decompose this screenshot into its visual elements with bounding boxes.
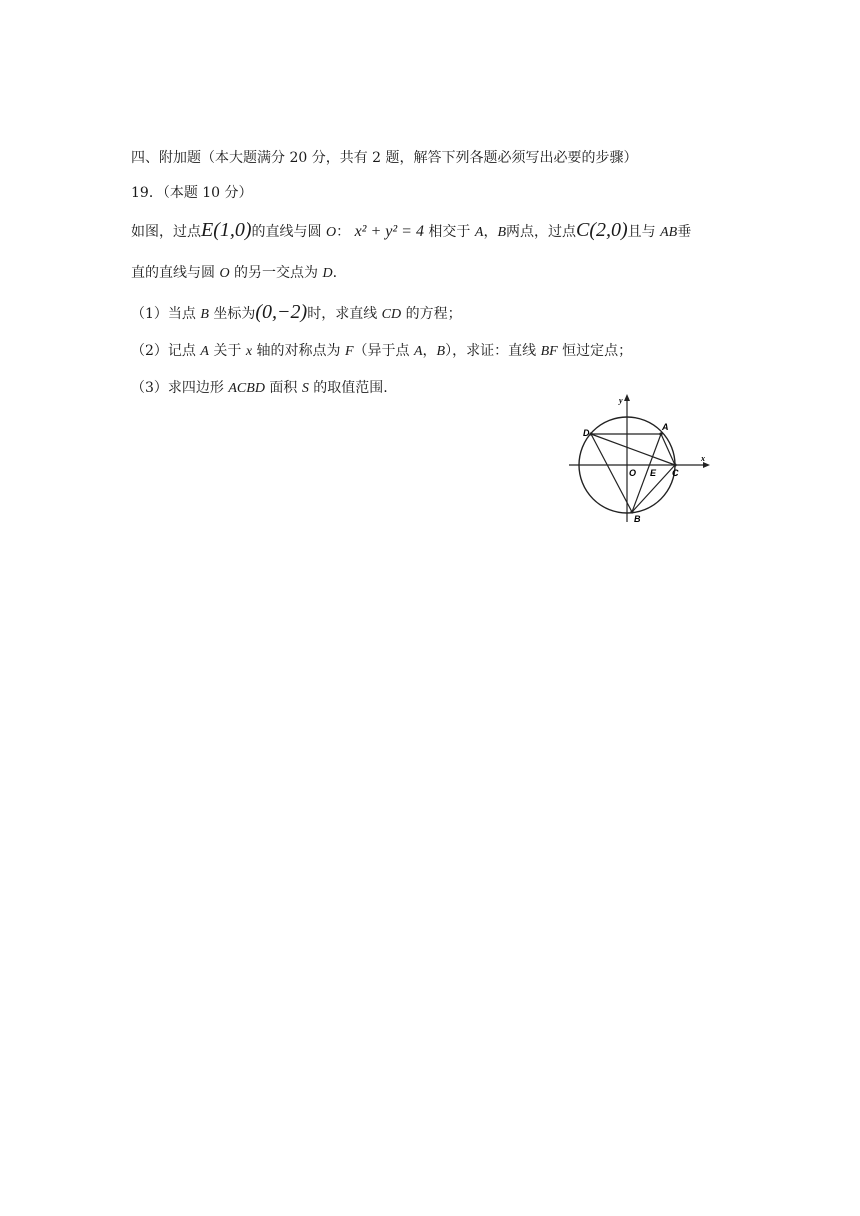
- coordinate-b: (0,−2): [255, 301, 308, 323]
- question-1: （1）当点 B 坐标为(0,−2)时，求直线 CD 的方程；: [131, 301, 462, 323]
- point-c: C(2,0): [576, 219, 628, 241]
- label-a: A: [662, 422, 669, 432]
- y-axis-arrow: [624, 394, 630, 401]
- problem-stem-line-1: 如图，过点E(1,0)的直线与圆 O： x² + y² = 4 相交于 A，B两点，过点C(2,0)且与 AB垂: [131, 219, 692, 241]
- problem-stem-line-2: 直的直线与圆 O 的另一交点为 D.: [131, 265, 338, 281]
- problem-number: 19．（本题 10 分）: [131, 185, 253, 201]
- label-d: D: [583, 428, 590, 438]
- segment-ab: [632, 434, 661, 512]
- geometry-figure: [565, 392, 715, 524]
- label-y: y: [619, 396, 623, 405]
- circle-o: O: [326, 225, 337, 240]
- segment-db: [591, 434, 632, 512]
- point-a-dot: [659, 432, 662, 435]
- section-heading: 四、附加题（本大题满分 20 分，共有 2 题，解答下列各题必须写出必要的步骤）: [131, 150, 638, 166]
- circle-equation: x² + y² = 4: [354, 223, 424, 240]
- question-3: （3）求四边形 ACBD 面积 S 的取值范围.: [131, 380, 388, 396]
- label-b: B: [634, 514, 641, 524]
- question-2: （2）记点 A 关于 x 轴的对称点为 F（异于点 A，B），求证：直线 BF 恒过定点；: [131, 343, 633, 359]
- point-e: E(1,0): [201, 219, 252, 241]
- label-x: x: [701, 454, 705, 463]
- segment-dc: [591, 434, 675, 465]
- label-e: E: [650, 468, 657, 478]
- label-c: C: [672, 468, 679, 478]
- label-o: O: [629, 468, 637, 478]
- point-d-dot: [589, 432, 592, 435]
- point-c-dot: [673, 463, 676, 466]
